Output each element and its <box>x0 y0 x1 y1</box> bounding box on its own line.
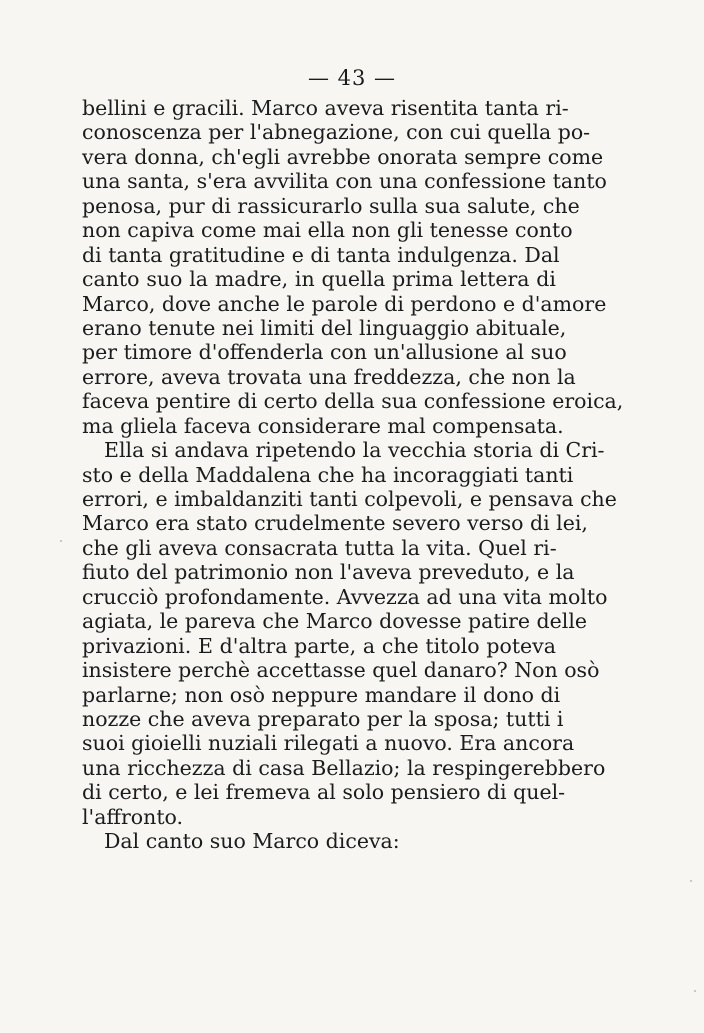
text-line: errore, aveva trovata una freddezza, che non la <box>82 364 576 389</box>
text-line: parlarne; non osò neppure mandare il dono di <box>82 682 561 707</box>
text-line: bellini e gracili. Marco aveva risentita tanta ri- <box>82 96 569 120</box>
text-line: di certo, e lei fremeva al solo pensiero di quel- <box>82 780 566 805</box>
text-line: che gli aveva consacrata tutta la vita. Quel ri- <box>82 535 557 560</box>
text-line: faceva pentire di certo della sua confessione eroica, <box>82 389 624 414</box>
text-line: penosa, pur di rassicurarlo sulla sua salute, che <box>82 193 580 218</box>
text-line: insistere perchè accettasse quel danaro? Non osò <box>82 658 600 683</box>
text-line: erano tenute nei limiti del linguaggio abituale, <box>82 315 567 340</box>
text-line: Ella si andava ripetendo la vecchia storia di Cri- <box>104 438 605 463</box>
text-line: sto e della Maddalena che ha incoraggiati tanti <box>82 462 574 487</box>
text-line: errori, e imbaldanziti tanti colpevoli, e pensava che <box>82 487 617 511</box>
text-line: fiuto del patrimonio non l'aveva preveduto, e la <box>82 560 575 585</box>
paper-speck <box>694 990 696 992</box>
text-line: conoscenza per l'abnegazione, con cui quella po- <box>82 120 591 145</box>
text-line: privazioni. E d'altra parte, a che titolo poteva <box>82 633 556 658</box>
text-line: nozze che aveva preparato per la sposa; tutti i <box>82 706 564 731</box>
text-line: non capiva come mai ella non gli tenesse conto <box>82 218 573 243</box>
text-line: una ricchezza di casa Bellazio; la respingerebbero <box>82 755 606 780</box>
paper-speck <box>60 540 62 542</box>
body-text <box>82 96 624 854</box>
text-line: di tanta gratitudine e di tanta indulgenza. Dal <box>82 242 560 267</box>
text-line: Marco, dove anche le parole di perdono e d'amore <box>82 291 607 316</box>
text-line: agiata, le pareva che Marco dovesse patire delle <box>82 609 588 634</box>
text-line: suoi gioielli nuziali rilegati a nuovo. Era ancora <box>82 731 575 756</box>
text-line: Marco era stato crudelmente severo verso di lei, <box>82 511 588 536</box>
paper-speck <box>690 880 692 882</box>
text-line: canto suo la madre, in quella prima lettera di <box>82 267 556 292</box>
text-line: ma gliela faceva considerare mal compensata. <box>82 413 564 438</box>
text-line: Dal canto suo Marco diceva: <box>104 829 400 854</box>
text-line: l'affronto. <box>82 804 184 829</box>
page-number: — 43 — <box>307 66 397 90</box>
text-line: per timore d'offenderla con un'allusione al suo <box>82 340 567 365</box>
text-line: vera donna, ch'egli avrebbe onorata sempre come <box>82 144 604 169</box>
text-line: una santa, s'era avvilita con una confessione tanto <box>82 169 607 194</box>
text-line: crucciò profondamente. Avvezza ad una vita molto <box>82 584 608 609</box>
